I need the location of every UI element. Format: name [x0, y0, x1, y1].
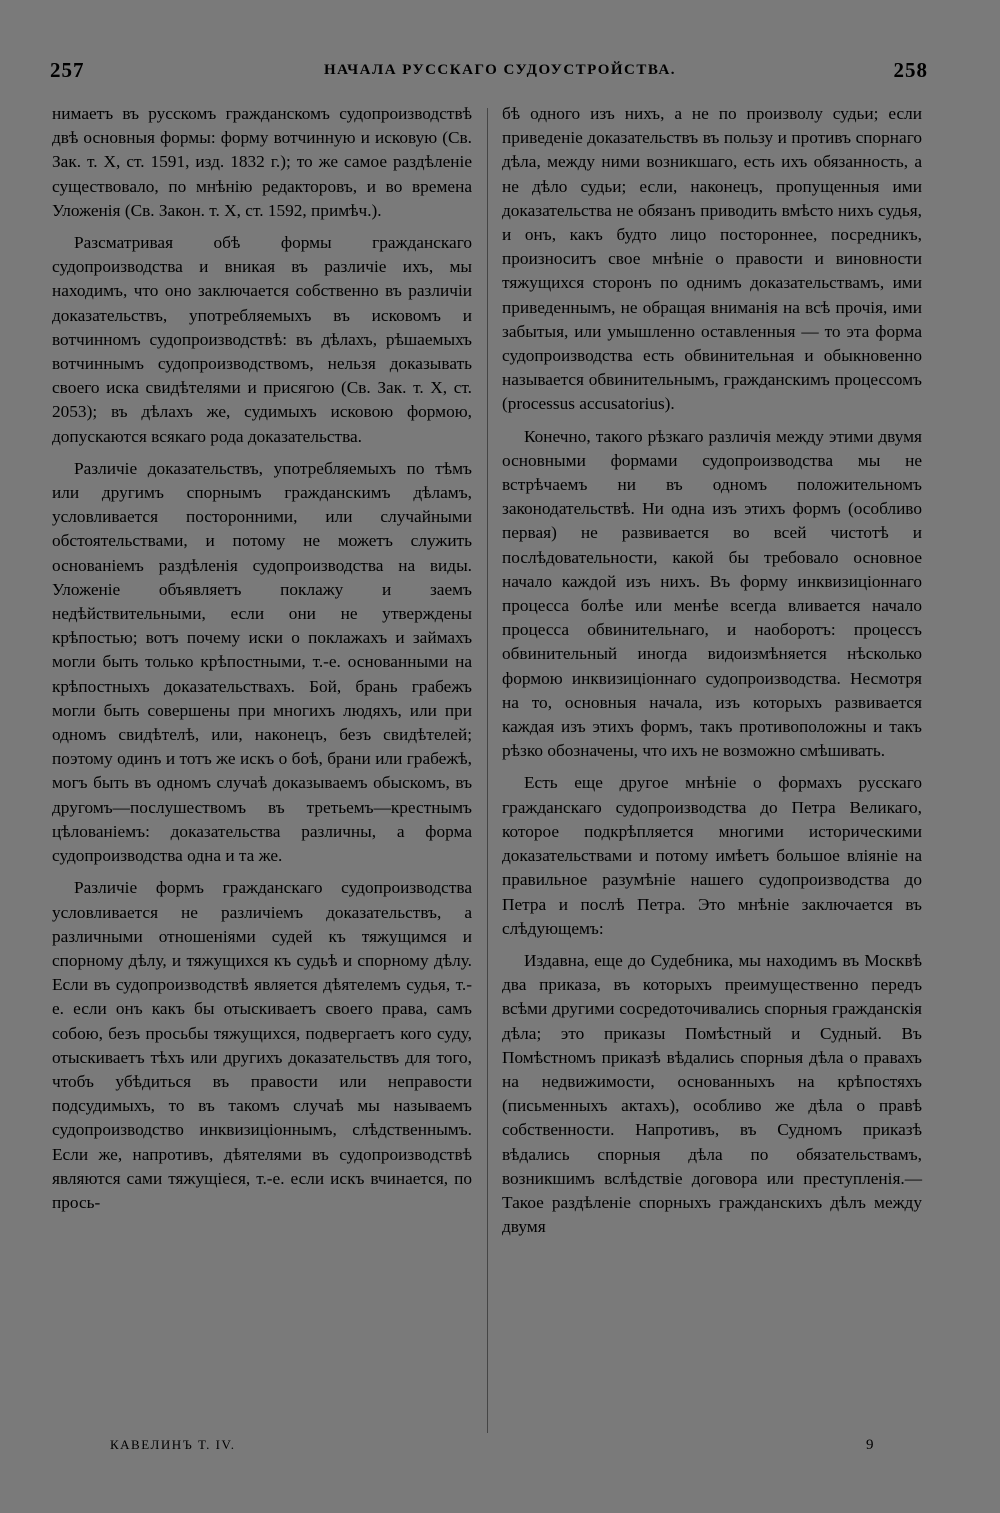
paragraph: нимаетъ въ русскомъ гражданскомъ судопроизводствѣ двѣ основныя формы: форму вотчинную и исковую (Св. Зак. т. X, ст. 1591, изд. 1832 г.); то же самое раздѣленіе существовало, по мнѣнію редакторовъ, и во времена Уложенія (Св. Закон. т. X, ст. 1592, примѣч.). — [52, 104, 472, 220]
paragraph: Есть еще другое мнѣніе о формахъ русскаго гражданскаго судопроизводства до Петра Великаго, которое подкрѣпляется многими историческими доказательствами и потому имѣетъ большое вліяніе на правильное разумѣніе нашего судопроизводства до Петра и послѣ Петра. Это мнѣніе заключается въ слѣдующемъ: — [502, 773, 922, 938]
paragraph: Разсматривая обѣ формы гражданскаго судопроизводства и вникая въ различіе ихъ, мы находимъ, что оно заключается собственно въ различіи доказательствъ, употребляемыхъ въ исковомъ и вотчинномъ судопроизводствѣ: въ дѣлахъ, рѣшаемыхъ вотчиннымъ судопроизводствомъ, нельзя доказывать своего иска свидѣтелями и присягою (Св. Зак. т. X, ст. 2053); въ дѣлахъ же, судимыхъ исковою формою, допускаются всякаго рода доказательства. — [52, 233, 472, 446]
left-column — [52, 102, 472, 1223]
paragraph: Издавна, еще до Судебника, мы находимъ въ Москвѣ два приказа, въ которыхъ преимущественно передъ всѣми другими сосредоточивались спорныя гражданскія дѣла; это приказы Помѣстный и Судный. Въ Помѣстномъ приказѣ вѣдались спорныя дѣла о правахъ на недвижимости, основанныхъ на крѣпостяхъ (письменныхъ актахъ), особливо же дѣла о правѣ собственности. Напротивъ, въ Судномъ приказѣ вѣдались спорныя дѣла по обязательствамъ, возникшимъ вслѣдствіе договора или преступленія.—Такое раздѣленіе спорныхъ гражданскихъ дѣлъ между двумя — [502, 950, 922, 1237]
column-divider — [487, 108, 488, 1433]
running-title: НАЧАЛА РУССКАГО СУДОУСТРОЙСТВА. — [323, 62, 677, 78]
footer-sheet-number: 9 — [866, 1437, 875, 1453]
page-number-right: 258 — [893, 58, 928, 82]
paragraph: бѣ одного изъ нихъ, а не по произволу судьи; если приведеніе доказательствъ въ пользу и противъ спорнаго дѣла, между ними возникшаго, есть ихъ обязанность, а не дѣло судьи; если, наконецъ, пропущенныя ими доказательства не обязанъ приводить вмѣсто нихъ судья, и онъ, какъ будто лицо постороннее, посредникъ, произноситъ свое мнѣніе о правости и виновности тяжущихся сторонъ по однимъ доказательствамъ, ими приведеннымъ, не обращая вниманія на всѣ прочія, ими забытыя, или умышленно оставленныя — то эта форма судопроизводства есть обвинительная и обыкновенно называется обвинительнымъ, гражданскимъ процессомъ (processus accusatorius). — [502, 104, 922, 414]
right-column — [502, 102, 922, 1247]
footer-signature: КАВЕЛИНЪ Т. IV. — [110, 1437, 236, 1452]
paragraph: Различіе формъ гражданскаго судопроизводства условливается не различіемъ доказательствъ, а различными отношеніями судей къ тяжущимся и спорному дѣлу, и тяжущихся къ судьѣ и спорному дѣлу. Если въ судопроизводствѣ является дѣятелемъ судья, т.-е. если онъ какъ бы отыскиваетъ своего права, самъ собою, безъ просьбы тяжущихся, подвергаетъ кого суду, отыскиваетъ тѣхъ или другихъ доказательствъ для того, чтобъ убѣдиться въ правости или неправости подсудимыхъ, то въ такомъ случаѣ мы называемъ судопроизводство инквизиціоннымъ, слѣдственнымъ. Если же, напротивъ, дѣятелями въ судопроизводствѣ являются сами тяжущіеся, т.-е. если искъ вчинается, по прось- — [52, 878, 472, 1212]
paragraph: Конечно, такого рѣзкаго различія между этими двумя основными формами судопроизводства мы не встрѣчаемъ ни въ одномъ положительномъ законодательствѣ. Ни одна изъ этихъ формъ (особливо первая) не развивается во всей чистотѣ и послѣдовательности, какой бы требовало основное начало каждой изъ нихъ. Въ форму инквизиціоннаго процесса болѣе или менѣе всегда вливается начало процесса обвинительнаго, и наоборотъ: процессъ обвинительный иногда видоизмѣняется нѣсколько формою инквизиціоннаго судопроизводства. Несмотря на то, основныя начала, изъ которыхъ развивается каждая изъ этихъ формъ, такъ противоположны и такъ рѣзко обозначены, что ихъ не возможно смѣшивать. — [502, 426, 922, 761]
paragraph: Различіе доказательствъ, употребляемыхъ по тѣмъ или другимъ спорнымъ гражданскимъ дѣламъ, условливается посторонними, или случайными обстоятельствами, и потому не можетъ служить основаніемъ раздѣленія судопроизводства на виды. Уложеніе объявляетъ поклажу и заемъ недѣйствительными, если они не утверждены крѣпостью; вотъ почему иски о поклажахъ и займахъ могли быть только крѣпостными, т.-е. основанными на крѣпостныхъ доказательствахъ. Бой, брань грабежъ могли быть совершены при многихъ людяхъ, или при одномъ свидѣтелѣ, или, наконецъ, безъ свидѣтелей; поэтому одинъ и тотъ же искъ о боѣ, брани или грабежѣ, могъ быть въ одномъ случаѣ доказываемъ обыскомъ, въ другомъ—послушествомъ въ третьемъ—крестнымъ цѣлованіемъ: доказательства различны, а форма судопроизводства одна и та же. — [52, 458, 472, 866]
page-number-left: 257 — [50, 58, 85, 82]
